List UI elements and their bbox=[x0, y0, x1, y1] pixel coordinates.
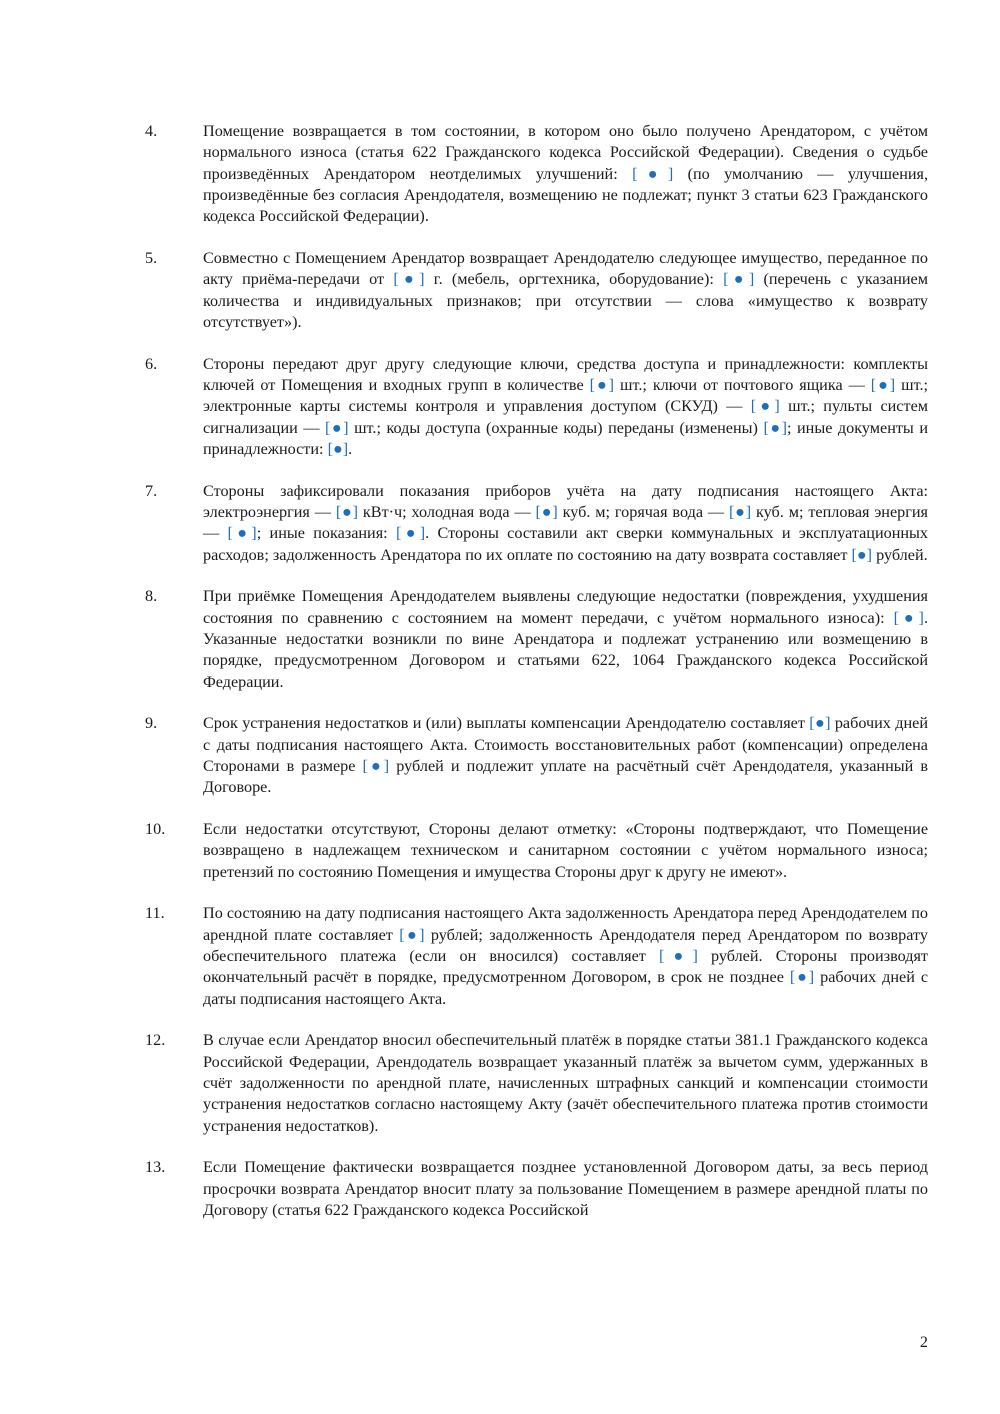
clause-item bbox=[145, 586, 928, 692]
placeholder-marker: [●] bbox=[851, 545, 873, 564]
clause-item bbox=[145, 819, 928, 883]
clause-text: Если недостатки отсутствуют, Стороны делают отметку: «Стороны подтверждают, что Помещение возвращено в надлежащем техническом и санитарном состоянии с учётом нормального износа; претензий по состоянию Помещения и имущества Стороны друг к другу не имеют». bbox=[203, 820, 928, 881]
placeholder-marker: [●] bbox=[396, 524, 426, 543]
clause-text: Совместно с Помещением Арендатор возвращает Арендодателю следующее имущество, переданное по акту приёма-передачи от [●] г. (мебель, оргтехника, оборудование): [●] (перечень с указанием количества и индивидуальных признаков; при отсутствии — слова «имущество к возврату отсутствует»). bbox=[203, 248, 928, 331]
clause-text: Если Помещение фактически возвращается позднее установленной Договором даты, за весь период просрочки возврата Арендатор вносит плату за пользование Помещением в размере арендной платы по Договору (статья 622 Гражданского кодекса Российской bbox=[203, 1158, 928, 1219]
placeholder-marker: [●] bbox=[893, 608, 924, 627]
placeholder-marker: [●] bbox=[750, 397, 780, 416]
placeholder-marker: [●] bbox=[589, 375, 615, 394]
placeholder-marker: [●] bbox=[870, 375, 896, 394]
clause-number: 5. bbox=[145, 248, 158, 267]
placeholder-marker: [●] bbox=[809, 714, 831, 733]
clause-number: 9. bbox=[145, 714, 158, 733]
placeholder-marker: [●] bbox=[227, 524, 257, 543]
clause-text: Стороны зафиксировали показания приборов учёта на дату подписания настоящего Акта: электроэнергия — [●] кВт·ч; холодная вода — [●] куб. м; горячая вода — [●] куб. м; тепловая энергия — [●]; иные показания: [●]. Стороны составили акт сверки коммунальных и эксплуатационных расходов; задолженность Арендатора по их оплате по состоянию на дату возврата составляет [●] рублей. bbox=[203, 481, 929, 564]
clause-item bbox=[145, 481, 928, 566]
clause-number: 10. bbox=[145, 820, 166, 839]
clause-item bbox=[145, 1030, 928, 1136]
clause-item bbox=[145, 121, 928, 227]
clause-list bbox=[145, 121, 928, 1242]
clause-number: 4. bbox=[145, 122, 158, 140]
placeholder-marker: [●] bbox=[632, 164, 674, 183]
clause-number: 7. bbox=[145, 481, 158, 500]
placeholder-marker: [●] bbox=[327, 439, 349, 458]
clause-text: Срок устранения недостатков и (или) выплаты компенсации Арендодателю составляет [●] рабочих дней с даты подписания настоящего Акта. Стоимость восстановительных работ (компенсации) определена Сторонами в размере [●] рублей и подлежит уплате на расчётный счёт Арендодателя, указанный в Договоре. bbox=[203, 714, 928, 797]
page-number: 2 bbox=[919, 1333, 928, 1351]
placeholder-marker: [●] bbox=[335, 502, 359, 521]
placeholder-marker: [●] bbox=[393, 270, 425, 289]
clause-item bbox=[145, 354, 928, 460]
clause-text: По состоянию на дату подписания настоящего Акта задолженность Арендатора перед Арендодателем по арендной плате составляет [●] рублей; задолженность Арендодателя перед Арендатором по возврату обеспечительного платежа (если он вносился) составляет [●] рублей. Стороны производят окончательный расчёт в порядке, предусмотренном Договором, в срок не позднее [●] рабочих дней с даты подписания настоящего Акта. bbox=[203, 904, 929, 1008]
placeholder-marker: [●] bbox=[362, 756, 390, 775]
clause-text: Стороны передают друг другу следующие ключи, средства доступа и принадлежности: комплекты ключей от Помещения и входных групп в количестве [●] шт.; ключи от почтового ящика — [●] шт.; электронные карты системы контроля и управления доступом (СКУД) — [●] шт.; пульты систем сигнализации — [●] шт.; коды доступа (охранные коды) переданы (изменены) [●]; иные документы и принадлежности: [●]. bbox=[203, 354, 928, 458]
clause-text: В случае если Арендатор вносил обеспечительный платёж в порядке статьи 381.1 Гражданского кодекса Российской Федерации, Арендодатель возвращает указанный платёж за вычетом сумм, удержанных в счёт задолженности по арендной плате, начисленных штрафных санкций и компенсации стоимости устранения недостатков согласно настоящему Акту (зачёт обеспечительного платежа против стоимости устранения недостатков). bbox=[203, 1031, 928, 1135]
clause-item bbox=[145, 248, 928, 333]
clause-number: 11. bbox=[145, 904, 165, 923]
placeholder-marker: [●] bbox=[723, 270, 755, 289]
clause-number: 6. bbox=[145, 354, 158, 373]
clause-number: 12. bbox=[145, 1031, 166, 1050]
clause-item bbox=[145, 903, 928, 1009]
clause-item bbox=[145, 713, 928, 798]
placeholder-marker: [●] bbox=[728, 502, 752, 521]
clause-number: 13. bbox=[145, 1158, 166, 1177]
clause-text: Помещение возвращается в том состоянии, в котором оно было получено Арендатором, с учётом нормального износа (статья 622 Гражданского кодекса Российской Федерации). Сведения о судьбе произведённых Арендатором неотделимых улучшений: [●] (по умолчанию — улучшения, произведённые без согласия Арендодателя, возмещению не подлежат; пункт 3 статьи 623 Гражданского кодекса Российской Федерации). bbox=[203, 122, 929, 226]
clause-text: При приёмке Помещения Арендодателем выявлены следующие недостатки (повреждения, ухудшения состояния по сравнению с состоянием на момент передачи, с учётом нормального износа): [●]. Указанные недостатки возникли по вине Арендатора и подлежат устранению или возмещению в порядке, предусмотренном Договором и статьями 622, 1064 Гражданского кодекса Российской Федерации. bbox=[203, 587, 928, 691]
placeholder-marker: [●] bbox=[659, 947, 698, 965]
clause-item bbox=[145, 1157, 928, 1221]
placeholder-marker: [●] bbox=[535, 502, 558, 521]
clause-number: 8. bbox=[145, 587, 158, 606]
placeholder-marker: [●] bbox=[789, 968, 815, 987]
placeholder-marker: [●] bbox=[325, 418, 349, 437]
placeholder-marker: [●] bbox=[399, 925, 425, 944]
placeholder-marker: [●] bbox=[763, 418, 787, 437]
